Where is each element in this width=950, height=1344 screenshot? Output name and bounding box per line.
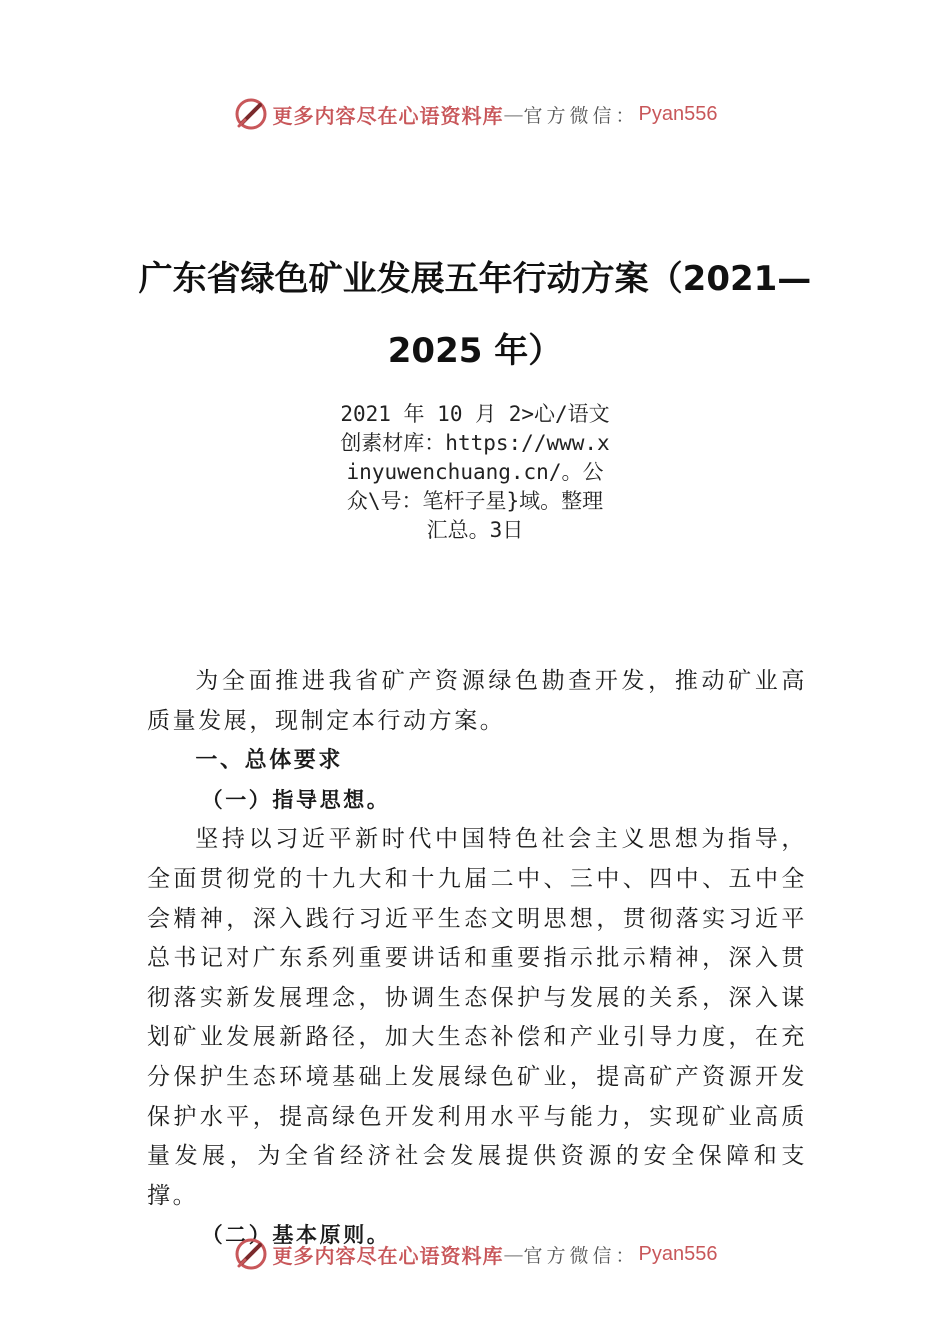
header-watermark-banner: [0, 94, 950, 134]
brush-logo-icon: [233, 1236, 269, 1272]
banner-brand-text: 更多内容尽在心语资料库: [272, 103, 504, 128]
banner-official-label: 官方微信：: [523, 1244, 639, 1267]
body-paragraph: 为全面推进我省矿产资源绿色勘查开发，推动矿业高质量发展，现制定本行动方案。: [147, 668, 807, 734]
footer-watermark-banner: [0, 1234, 950, 1274]
section-heading: 一、总体要求: [195, 748, 343, 774]
subsection-heading: （一）指导思想。: [201, 787, 391, 812]
banner-separator: —: [503, 1242, 524, 1266]
banner-separator: —: [503, 102, 524, 126]
document-title: [100, 243, 850, 387]
document-body: [147, 662, 807, 1256]
date-note: 2021 年 10 月 2>心/语文创素材库：https://www.xinyuwenchuang.cn/。公众\号：笔杆子星}域。整理汇总。3日: [340, 402, 610, 542]
banner-brand-text: 更多内容尽在心语资料库: [272, 1243, 504, 1268]
body-paragraph: 坚持以习近平新时代中国特色社会主义思想为指导，全面贯彻党的十九大和十九届二中、三中、四中、五中全会精神，深入践行习近平生态文明思想，贯彻落实习近平总书记对广东系列重要讲话和重要指示批示精神，深入贯彻落实新发展理念，协调生态保护与发展的关系，深入谋划矿业发展新路径，加大生态补偿和产业引导力度，在充分保护生态环境基础上发展绿色矿业，提高矿产资源开发保护水平，提高绿色开发利用水平与能力，实现矿业高质量发展，为全省经济社会发展提供资源的安全保障和支撑。: [147, 826, 807, 1209]
title-line-1: 广东省绿色矿业发展五年行动方案（2021—: [138, 259, 812, 299]
title-line-2: 2025 年）: [387, 331, 563, 371]
banner-official-label: 官方微信：: [523, 104, 639, 127]
banner-wechat-id: Pyan556: [638, 1242, 718, 1265]
banner-wechat-id: Pyan556: [638, 102, 718, 125]
subsection-heading: （二）基本原则。: [201, 1223, 391, 1248]
brush-logo-icon: [233, 96, 269, 132]
